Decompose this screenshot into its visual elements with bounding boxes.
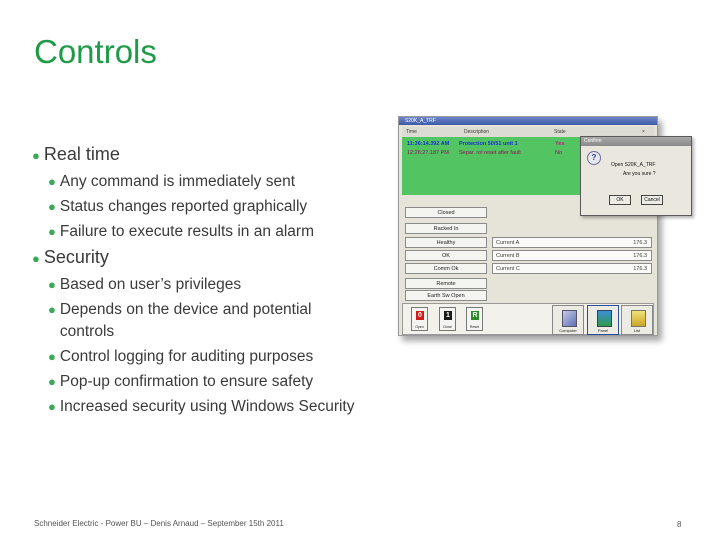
bullet-dot-icon: ●	[48, 277, 56, 292]
button-label: Reset	[469, 325, 480, 329]
event-state: Yes	[555, 141, 565, 147]
bullet-label: Real time	[43, 144, 120, 164]
reset-icon: R	[472, 312, 478, 319]
bullet-dot-icon: ●	[48, 199, 56, 214]
measure-label: Current B	[496, 253, 520, 259]
measure-value: 176.3	[633, 266, 647, 272]
close-icon[interactable]: ×	[642, 129, 645, 135]
sub-bullet	[32, 371, 392, 393]
sub-bullet	[32, 299, 392, 343]
table-row[interactable]	[405, 148, 587, 158]
computer-view-button[interactable]	[552, 305, 584, 335]
bullet-real-time	[32, 142, 392, 168]
status-indicator-closed: Closed	[405, 207, 487, 218]
measure-current-b	[492, 250, 652, 261]
sub-bullet	[32, 171, 392, 193]
reset-button[interactable]	[466, 307, 483, 331]
measure-label: Current A	[496, 240, 520, 246]
status-indicator-ok: OK	[405, 250, 487, 261]
bullet-dot-icon: ●	[48, 174, 56, 189]
panel-view-button[interactable]	[587, 305, 619, 335]
sub-bullet-text: Failure to execute results in an alarm	[59, 223, 315, 240]
event-time: 12:26:27.187 PM	[407, 150, 449, 156]
sub-bullet	[32, 274, 392, 296]
bullet-security	[32, 245, 392, 271]
event-description: Separ. rol reset after fault	[459, 150, 521, 156]
bullet-dot-icon: ●	[48, 399, 56, 414]
slide-title: Controls	[34, 33, 157, 70]
sub-bullet-text: Status changes reported graphically	[59, 198, 308, 215]
event-state: No	[555, 150, 563, 156]
confirmation-dialog	[580, 136, 692, 216]
panel-icon	[597, 310, 612, 327]
sub-bullet-text: Any command is immediately sent	[59, 173, 296, 190]
button-label: List	[633, 328, 641, 333]
open-icon: 0	[416, 311, 424, 320]
measure-current-a	[492, 237, 652, 248]
ok-button[interactable]: OK	[609, 195, 631, 205]
measure-value: 176.3	[633, 240, 647, 246]
status-indicator-remote: Remote	[405, 278, 487, 289]
button-label: Close	[443, 325, 452, 329]
status-indicator-earth-switch: Earth Sw Open	[405, 290, 487, 301]
button-label: Panel	[597, 328, 609, 333]
bullet-list	[32, 140, 392, 418]
bullet-label: Security	[43, 247, 109, 267]
status-indicator-healthy: Healthy	[405, 237, 487, 248]
sub-bullet	[32, 346, 392, 368]
sub-bullet	[32, 396, 392, 418]
close-button[interactable]	[439, 307, 456, 331]
button-label: Computer	[559, 328, 577, 333]
close-action-icon: 1	[444, 311, 452, 320]
button-label: Open	[415, 325, 424, 329]
dialog-question: Are you sure ?	[623, 171, 656, 177]
column-header: Description	[464, 129, 490, 135]
window-titlebar: S20K_A_TRF	[399, 117, 657, 125]
column-header: Time	[406, 129, 417, 135]
measure-label: Current C	[496, 266, 520, 272]
bullet-dot-icon: ●	[32, 148, 40, 163]
measure-current-c	[492, 263, 652, 274]
page-number: 8	[677, 520, 682, 529]
device-control-screenshot	[398, 116, 658, 336]
event-time: 11:36:14.392 AM	[407, 141, 450, 147]
footer-text: Schneider Electric - Power BU – Denis Arnaud – September 15th 2011	[34, 519, 284, 528]
sub-bullet-text: Depends on the device and potential controls	[59, 301, 312, 340]
column-header: State	[554, 129, 566, 135]
sub-bullet	[32, 196, 392, 218]
open-button[interactable]	[411, 307, 428, 331]
sub-bullet-text: Increased security using Windows Security	[59, 398, 355, 415]
bullet-dot-icon: ●	[48, 302, 56, 317]
measure-value: 176.3	[633, 253, 647, 259]
sub-bullet-text: Control logging for auditing purposes	[59, 348, 314, 365]
bullet-dot-icon: ●	[48, 349, 56, 364]
sub-bullet-text: Pop-up confirmation to ensure safety	[59, 373, 314, 390]
bullet-dot-icon: ●	[48, 374, 56, 389]
status-indicator-comm-ok: Comm Ok	[405, 263, 487, 274]
bullet-dot-icon: ●	[32, 251, 40, 266]
cancel-button[interactable]: Cancel	[641, 195, 663, 205]
sub-bullet-text: Based on user’s privileges	[59, 276, 242, 293]
question-icon: ?	[587, 151, 601, 165]
bullet-dot-icon: ●	[48, 224, 56, 239]
event-description: Protection 50/51 unit 1	[459, 141, 518, 147]
list-view-button[interactable]	[621, 305, 653, 335]
computer-icon	[562, 310, 577, 327]
dialog-titlebar: Confirm	[581, 137, 691, 146]
status-indicator-racked-in: Racked In	[405, 223, 487, 234]
sub-bullet	[32, 221, 392, 243]
dialog-message: Open S20K_A_TRF	[611, 162, 656, 168]
list-icon	[631, 310, 646, 327]
